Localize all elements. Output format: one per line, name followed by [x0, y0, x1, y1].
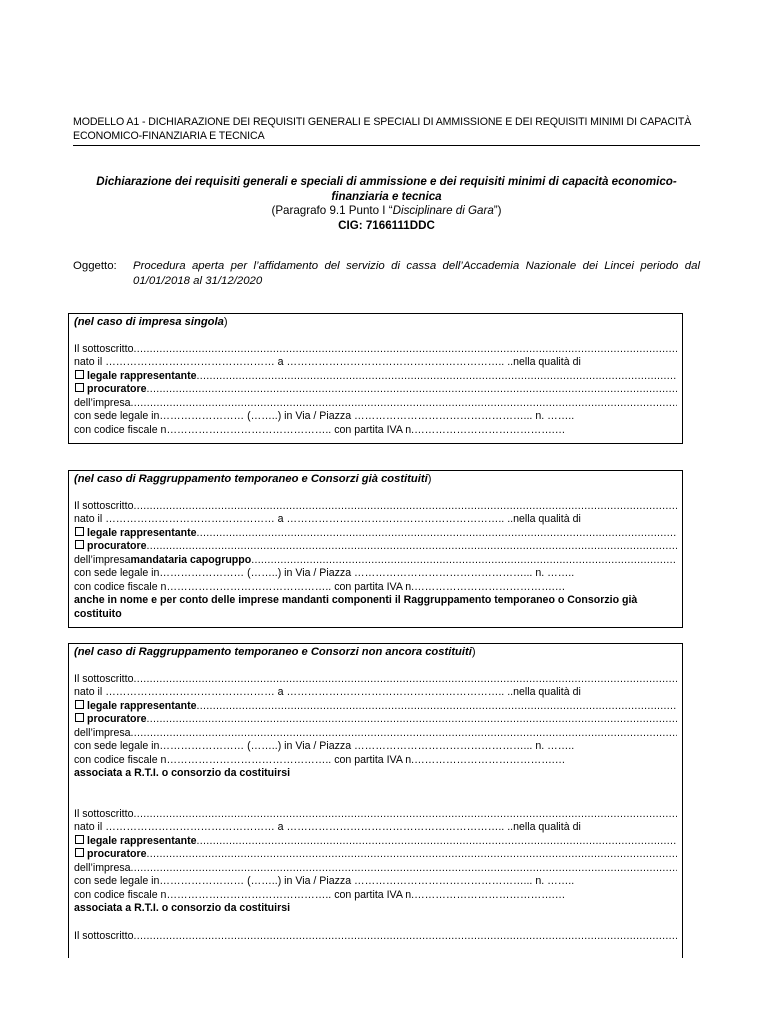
paragraph-reference: (Paragrafo 9.1 Punto I “Disciplinare di Gara”): [271, 204, 502, 217]
procuratore-option[interactable]: procuratore .....: [74, 383, 677, 397]
sede-field[interactable]: con sede legale in…………………… (……..) in Via / Piazza …………………………………………... n. ……..: [74, 875, 575, 887]
codice-fiscale-field[interactable]: con codice fiscale n……………………………………….. con partita IVA n.………………………………….…: [74, 580, 566, 593]
header-rule: [73, 145, 700, 146]
impresa-capogruppo-field[interactable]: dell’impresa mandataria capogruppo .....: [74, 554, 677, 568]
sottoscritto-field[interactable]: Il sottoscritto .....: [74, 500, 677, 514]
sottoscritto-field[interactable]: Il sottoscritto .....: [74, 673, 677, 687]
model-header: MODELLO A1 - DICHIARAZIONE DEI REQUISITI GENERALI E SPECIALI DI AMMISSIONE E DEI REQUISITI MINIMI DI CAPACITÀ ECONOMICO-FINANZIARIA E TECNICA: [73, 116, 692, 142]
legale-rappresentante-option[interactable]: legale rappresentante .....: [74, 527, 677, 541]
section-title: (nel caso di Raggruppamento temporaneo e Consorzi già costituiti): [74, 473, 432, 485]
section-title: (nel caso di Raggruppamento temporaneo e Consorzi non ancora costituiti): [74, 646, 476, 658]
checkbox[interactable]: [75, 370, 84, 379]
section-raggruppamento-non-costituito: [68, 643, 683, 958]
section-impresa-singola: [68, 313, 683, 444]
checkbox[interactable]: [75, 540, 84, 549]
oggetto-label: Oggetto:: [73, 260, 117, 272]
oggetto: [73, 259, 700, 289]
legale-rappresentante-option[interactable]: legale rappresentante .....: [74, 700, 677, 714]
section-title: (nel caso di impresa singola): [74, 316, 228, 328]
nato-field[interactable]: nato il ………………………………………… a …………………………………………………….. ..nella qualità di: [74, 821, 581, 833]
legale-rappresentante-option[interactable]: legale rappresentante .....: [74, 835, 677, 849]
nato-field[interactable]: nato il ………………………………………… a …………………………………………………….. ..nella qualità di: [74, 686, 581, 698]
legale-rappresentante-option[interactable]: legale rappresentante .....: [74, 370, 677, 384]
impresa-field[interactable]: dell’impresa .....: [74, 727, 677, 741]
impresa-field[interactable]: dell’impresa .....: [74, 397, 677, 411]
procuratore-option[interactable]: procuratore .....: [74, 713, 677, 727]
codice-fiscale-field[interactable]: con codice fiscale n……………………………………….. con partita IVA n.………………………………….…: [74, 888, 566, 901]
sottoscritto-field[interactable]: Il sottoscritto .....: [74, 930, 677, 944]
oggetto-text: Procedura aperta per l’affidamento del servizio di cassa dell’Accademia Nazionale dei Lincei periodo dal 01/01/2018 al 31/12/2020: [133, 260, 700, 287]
sede-field[interactable]: con sede legale in…………………… (……..) in Via / Piazza …………………………………………... n. ……..: [74, 567, 575, 579]
section-raggruppamento-costituito: [68, 470, 683, 628]
nato-field[interactable]: nato il ………………………………………… a …………………………………………………….. ..nella qualità di: [74, 356, 581, 368]
codice-fiscale-field[interactable]: con codice fiscale n……………………………………….. con partita IVA n.………………………………….…: [74, 423, 566, 436]
sede-field[interactable]: con sede legale in…………………… (……..) in Via / Piazza …………………………………………... n. ……..: [74, 740, 575, 752]
impresa-field[interactable]: dell’impresa .....: [74, 862, 677, 876]
sede-field[interactable]: con sede legale in…………………… (……..) in Via / Piazza …………………………………………... n. ……..: [74, 410, 575, 422]
procuratore-option[interactable]: procuratore .....: [74, 848, 677, 862]
checkbox[interactable]: [75, 848, 84, 857]
associata-statement: associata a R.T.I. o consorzio da costituirsi: [74, 902, 291, 914]
sottoscritto-field[interactable]: Il sottoscritto .....: [74, 343, 677, 357]
title-block: [73, 175, 700, 233]
procuratore-option[interactable]: procuratore .....: [74, 540, 677, 554]
mandanti-statement: anche in nome e per conto delle imprese mandanti componenti il Raggruppamento temporaneo o Consorzio già costituito: [74, 594, 638, 620]
checkbox[interactable]: [75, 527, 84, 536]
cig-code: CIG: 7166111DDC: [338, 218, 435, 232]
codice-fiscale-field[interactable]: con codice fiscale n……………………………………….. con partita IVA n.………………………………….…: [74, 753, 566, 766]
checkbox[interactable]: [75, 383, 84, 392]
checkbox[interactable]: [75, 713, 84, 722]
sottoscritto-field[interactable]: Il sottoscritto .....: [74, 808, 677, 822]
document-title: Dichiarazione dei requisiti generali e speciali di ammissione e dei requisiti minimi di capacità economico-finanziaria e tecnica: [96, 175, 677, 203]
nato-field[interactable]: nato il ………………………………………… a …………………………………………………….. ..nella qualità di: [74, 513, 581, 525]
checkbox[interactable]: [75, 835, 84, 844]
checkbox[interactable]: [75, 700, 84, 709]
associata-statement: associata a R.T.I. o consorzio da costituirsi: [74, 767, 291, 779]
